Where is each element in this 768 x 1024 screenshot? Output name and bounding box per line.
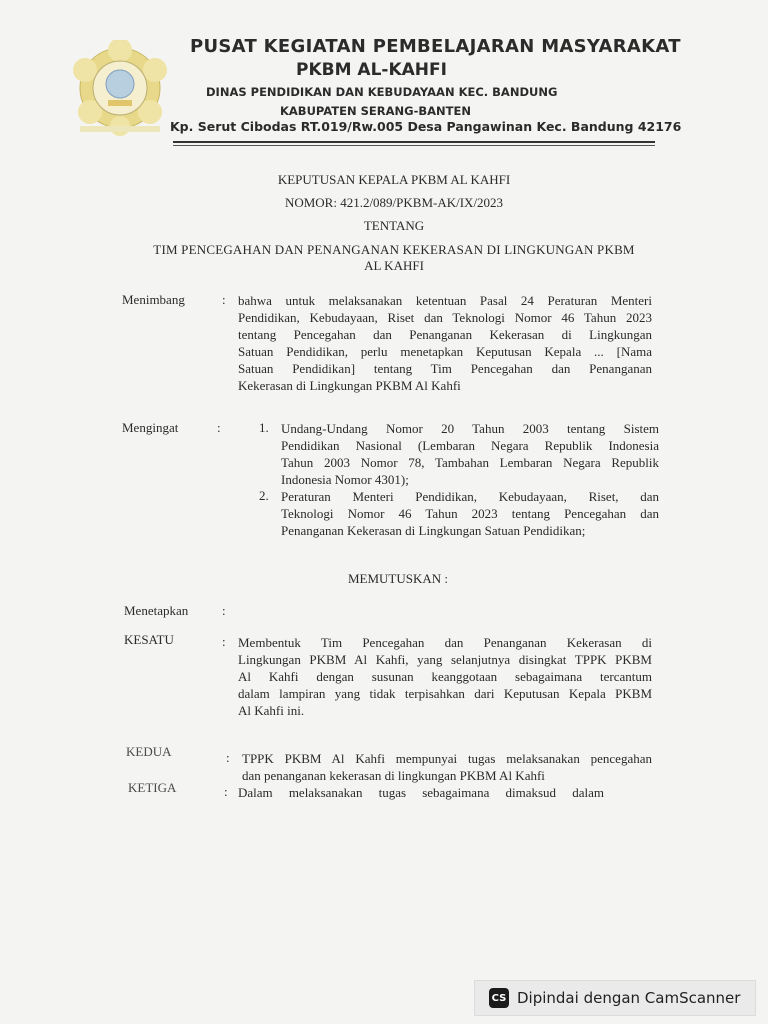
- kedua-label: KEDUA: [126, 744, 172, 759]
- kesatu-text: [238, 634, 652, 719]
- ketiga-line: Dalam melaksanakan tugas sebagaimana dimaksud dalam: [238, 785, 604, 800]
- menetapkan-label: Menetapkan: [124, 603, 189, 618]
- decree-tentang: TENTANG: [363, 218, 425, 233]
- mengingat-line: Pendidikan Nasional (Lembaran Negara Republik Indonesia: [281, 438, 659, 453]
- menimbang-line: Satuan Pendidikan] tentang Tim Pencegahan dan Penanganan: [238, 361, 652, 376]
- mengingat-line: Tahun 2003 Nomor 78, Tambahan Lembaran Negara Republik: [281, 455, 659, 470]
- pkbm-logo-icon: [70, 40, 170, 136]
- letterhead-line-1: PUSAT KEGIATAN PEMBELAJARAN MASYARAKAT: [190, 36, 681, 57]
- kesatu-label: KESATU: [124, 632, 174, 647]
- menimbang-line: Satuan Pendidikan, perlu menetapkan Keputusan Kepala ... [Nama: [238, 344, 652, 359]
- letterhead-line-2: PKBM AL-KAHFI: [296, 60, 447, 80]
- ketiga-colon: :: [224, 784, 228, 799]
- mengingat-line: Indonesia Nomor 4301);: [281, 472, 409, 487]
- menetapkan-colon: :: [222, 603, 226, 618]
- kesatu-line: Al Kahfi ini.: [238, 703, 305, 718]
- letterhead-rule-thick: [173, 141, 655, 143]
- kesatu-line: Membentuk Tim Pencegahan dan Penanganan Kekerasan di: [238, 635, 652, 650]
- menimbang-text: [238, 292, 652, 394]
- menimbang-colon: :: [222, 292, 226, 307]
- mengingat-line: Peraturan Menteri Pendidikan, Kebudayaan, Riset, dan: [281, 489, 659, 504]
- mengingat-colon: :: [217, 420, 221, 435]
- menimbang-label: Menimbang: [122, 292, 185, 307]
- kesatu-line: Al Kahfi dengan susunan keanggotaan sebagaimana tercantum: [238, 669, 652, 684]
- mengingat-item-1: [281, 420, 659, 488]
- kedua-colon: :: [226, 750, 230, 765]
- ketiga-text: [238, 784, 604, 801]
- menimbang-line: tentang Pencegahan dan Penanganan Kekerasan di Lingkungan: [238, 327, 652, 342]
- kesatu-line: Lingkungan PKBM Al Kahfi, yang selanjutnya disingkat TPPK PKBM: [238, 652, 652, 667]
- decree-number: NOMOR: 421.2/089/PKBM-AK/IX/2023: [284, 195, 504, 210]
- decree-title: KEPUTUSAN KEPALA PKBM AL KAHFI: [277, 172, 511, 187]
- decree-subject-line-1: TIM PENCEGAHAN DAN PENANGANAN KEKERASAN DI LINGKUNGAN PKBM: [153, 242, 635, 257]
- kedua-text: [242, 750, 652, 784]
- mengingat-item-number: 1.: [259, 420, 269, 435]
- camscanner-icon: CS: [489, 988, 509, 1008]
- camscanner-watermark: [474, 980, 756, 1016]
- mengingat-line: Undang-Undang Nomor 20 Tahun 2003 tentang Sistem: [281, 421, 659, 436]
- letterhead-rule-thin: [173, 145, 655, 146]
- kesatu-line: dalam lampiran yang tidak terpisahkan dari Keputusan Kepala PKBM: [238, 686, 652, 701]
- menimbang-line: Pendidikan, Kebudayaan, Riset dan Teknologi Nomor 46 Tahun 2023: [238, 310, 652, 325]
- letterhead-address: Kp. Serut Cibodas RT.019/Rw.005 Desa Pangawinan Kec. Bandung 42176: [170, 119, 682, 134]
- mengingat-item-2: [281, 488, 659, 539]
- letterhead-line-4: KABUPATEN SERANG-BANTEN: [280, 104, 471, 118]
- decree-subject-line-2: AL KAHFI: [364, 258, 424, 273]
- kesatu-colon: :: [222, 634, 226, 649]
- letterhead-line-3: DINAS PENDIDIKAN DAN KEBUDAYAAN KEC. BANDUNG: [206, 85, 558, 99]
- mengingat-label: Mengingat: [122, 420, 179, 435]
- mengingat-line: Penanganan Kekerasan di Lingkungan Satuan Pendidikan;: [281, 523, 586, 538]
- kedua-line: dan penanganan kekerasan di lingkungan PKBM Al Kahfi: [242, 768, 545, 783]
- camscanner-label: Dipindai dengan CamScanner: [517, 989, 741, 1007]
- ketiga-label: KETIGA: [128, 780, 177, 795]
- mengingat-item-number: 2.: [259, 488, 269, 503]
- menimbang-line: Kekerasan di Lingkungan PKBM Al Kahfi: [238, 378, 461, 393]
- kedua-line: TPPK PKBM Al Kahfi mempunyai tugas melaksanakan pencegahan: [242, 751, 652, 766]
- menimbang-line: bahwa untuk melaksanakan ketentuan Pasal 24 Peraturan Menteri: [238, 293, 652, 308]
- memutuskan-heading: MEMUTUSKAN :: [347, 571, 449, 586]
- mengingat-line: Teknologi Nomor 46 Tahun 2023 tentang Pencegahan dan: [281, 506, 659, 521]
